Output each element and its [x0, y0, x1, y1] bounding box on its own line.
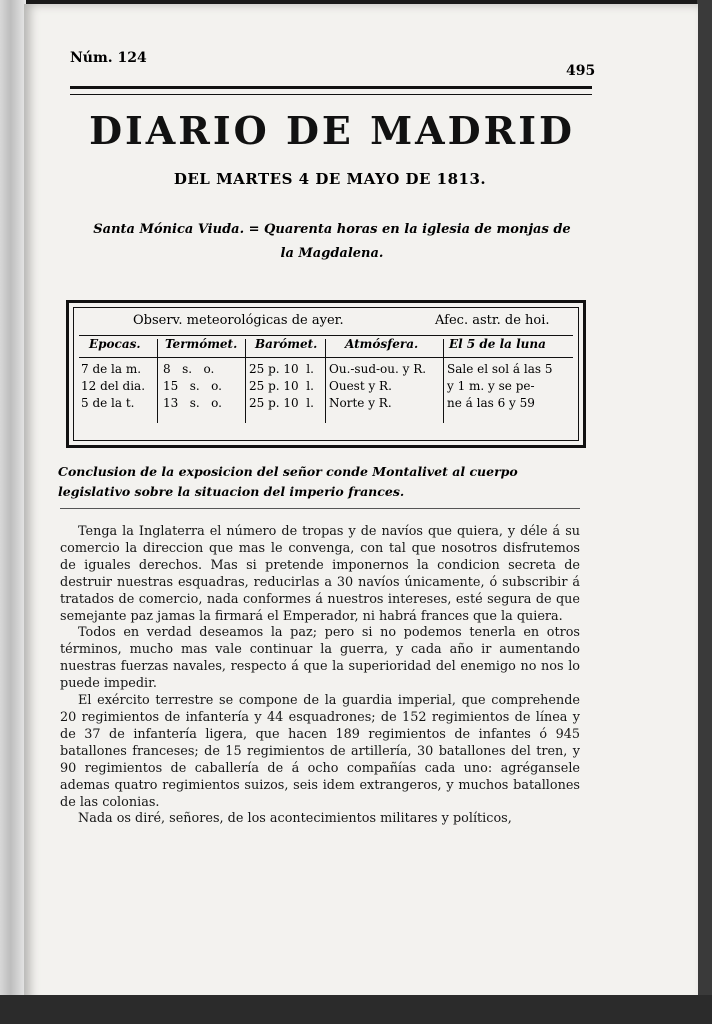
row-3-atmosfera: Norte y R. — [329, 396, 392, 410]
dateline: DEL MARTES 4 DE MAYO DE 1813. — [173, 170, 487, 188]
row-3-epoca: 5 de la t. — [81, 396, 135, 410]
row-2-termometro: 15 s. o. — [163, 379, 222, 393]
paragraph: Tenga la Inglaterra el número de tropas y de navíos que quiera, y déle á su comercio la direccion que mas le convenga, con tal que nosotros disfrutemos de iguales derechos. Mas si pretende imponernos la condicion secreta de destruir nuestras esquadras, reducirlas a 30 navíos únicamente, ó subscribir á tratados de comercio, nada conformes á nuestros intereses, esté segura de que semejante paz jamas la firmará el Emperador, ni habrá frances que la quiera. — [60, 524, 580, 624]
row-1-epoca: 7 de la m. — [81, 362, 142, 376]
row-1-atmosfera: Ou.-sud-ou. y R. — [329, 362, 427, 376]
astro-line-1: Sale el sol á las 5 — [447, 362, 553, 376]
col-atmosfera: Atmósfera. — [345, 337, 419, 351]
row-2-barometro: 25 p. 10 l. — [249, 379, 314, 393]
book-spine — [0, 0, 26, 1024]
row-3-termometro: 13 s. o. — [163, 396, 222, 410]
col-divider — [245, 339, 246, 423]
bottom-shadow — [0, 995, 712, 1024]
masthead-title: DIARIO DE MADRID — [89, 108, 575, 153]
col-barometro: Barómet. — [255, 337, 318, 351]
row-2-epoca: 12 del dia. — [81, 379, 146, 393]
page-edge-shadow — [697, 0, 712, 1024]
article-heading-rule — [60, 508, 580, 509]
weather-column-rule — [79, 357, 573, 358]
row-3-barometro: 25 p. 10 l. — [249, 396, 314, 410]
weather-table — [66, 300, 586, 448]
astro-line-2: y 1 m. y se pe- — [447, 379, 535, 393]
article-heading: Conclusion de la exposicion del señor conde Montalivet al cuerpo legislativo sobre la situacion del imperio frances. — [58, 464, 518, 499]
col-divider — [325, 339, 326, 423]
top-rule — [70, 86, 592, 89]
weather-heading: Observ. meteorológicas de ayer. — [133, 313, 344, 328]
astro-line-3: ne á las 6 y 59 — [447, 396, 535, 410]
row-1-barometro: 25 p. 10 l. — [249, 362, 314, 376]
col-termometro: Termómet. — [165, 337, 238, 351]
article-body — [60, 524, 580, 828]
row-2-atmosfera: Ouest y R. — [329, 379, 392, 393]
issue-number: Núm. 124 — [70, 50, 147, 66]
paragraph: El exército terrestre se compone de la guardia imperial, que comprehende 20 regimientos de infantería y 44 esquadrones; de 152 regimientos de línea y de 37 de infantería ligera, que hacen 189 regimientos de infantes ó 945 batallones franceses; de 15 regimientos de artillería, 30 batallones del tren, y 90 regimientos de caballería de á ocho compañías cada uno: agrégansele ademas quatro regimientos suizos, seis idem extrangeros, y muchos batallones de las colonias. — [60, 693, 580, 810]
col-epocas: Epocas. — [89, 337, 141, 351]
page-number: 495 — [566, 63, 596, 79]
col-divider — [443, 339, 444, 423]
newspaper-page — [24, 4, 698, 1004]
top-rule-thin — [70, 94, 592, 95]
col-divider — [157, 339, 158, 423]
weather-header-rule — [79, 335, 573, 336]
astro-heading: Afec. astr. de hoi. — [435, 313, 550, 328]
paragraph: Nada os diré, señores, de los acontecimientos militares y políticos, — [78, 811, 512, 827]
row-1-termometro: 8 s. o. — [163, 362, 215, 376]
col-luna: El 5 de la luna — [449, 337, 546, 351]
paragraph: Todos en verdad deseamos la paz; pero si no podemos tenerla en otros términos, mucho mas vale continuar la guerra, y cada año ir aumentando nuestras fuerzas navales, respecto á que la superioridad del enemigo no nos lo puede impedir. — [60, 625, 580, 692]
saints-of-day: Santa Mónica Viuda. = Quarenta horas en la iglesia de monjas de la Magdalena. — [93, 222, 571, 261]
